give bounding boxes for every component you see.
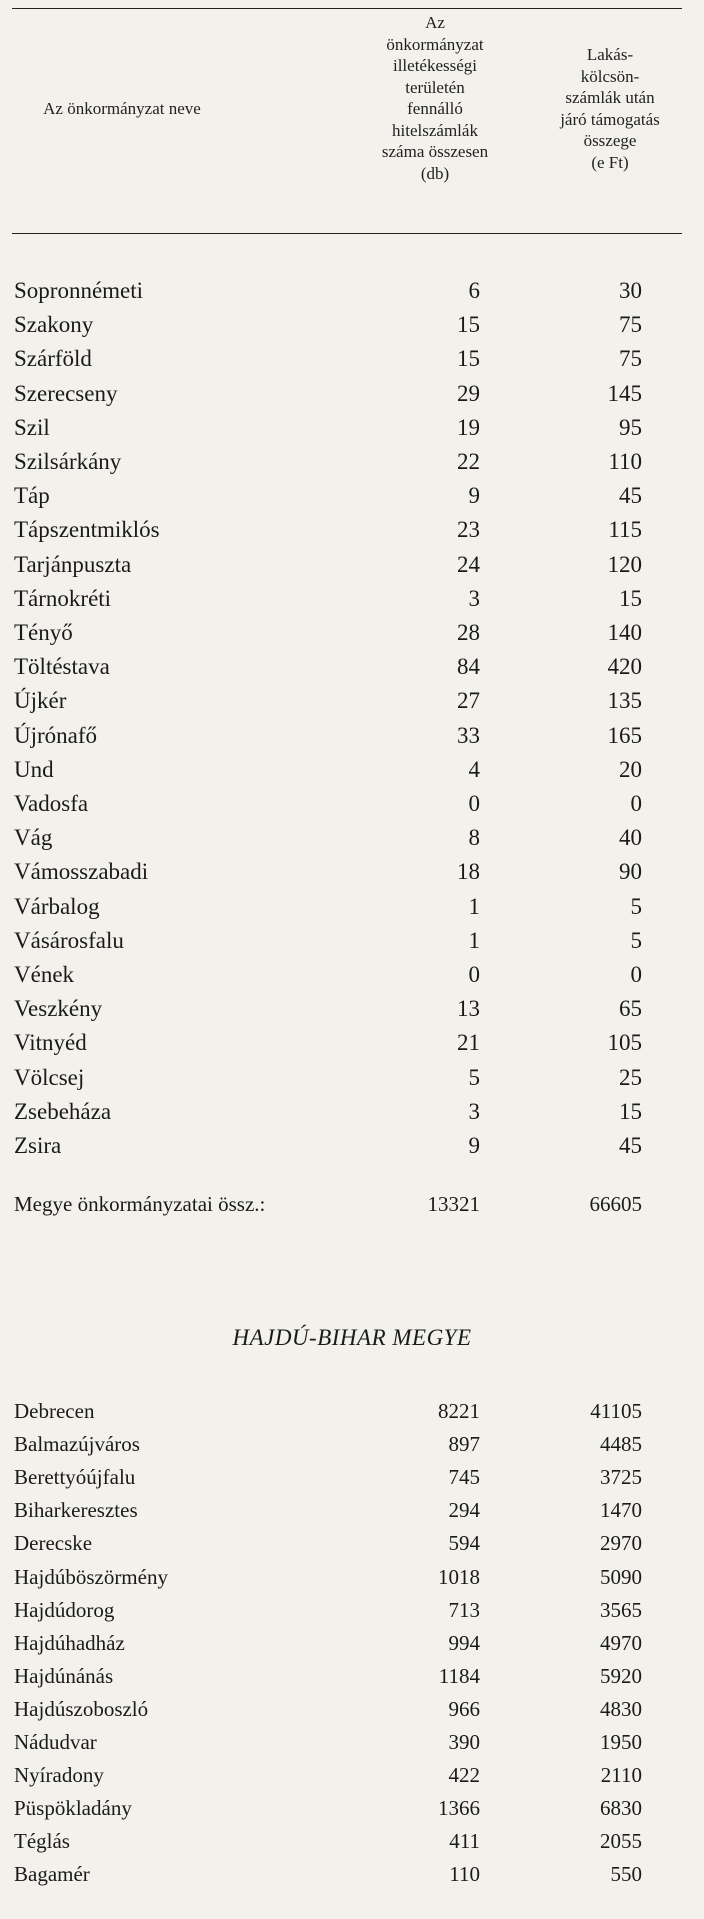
municipality-name: Újrónafő [14,722,98,748]
support-amount: 65 [619,996,642,1022]
header-amount-column [535,44,685,173]
account-count: 4 [468,756,480,782]
table-row [0,1826,704,1856]
account-count: 411 [449,1829,480,1854]
support-amount: 4970 [600,1630,642,1655]
support-amount: 120 [607,551,642,577]
municipality-name: Hajdúdorog [14,1597,115,1622]
municipality-name: Tárnokréti [14,585,112,611]
table-row [0,379,704,409]
support-amount: 75 [619,346,642,372]
municipality-name: Vadosfa [14,791,89,816]
municipality-name: Téglás [14,1829,70,1854]
table-row [0,1661,704,1691]
support-amount: 2055 [600,1829,642,1854]
account-count: 15 [457,312,480,338]
municipality-name: Szárföld [14,346,92,372]
account-count: 8221 [438,1399,480,1423]
municipality-name: Szil [14,414,50,440]
support-amount: 115 [608,517,642,543]
total-count: 13321 [427,1192,480,1216]
header-count-line: illetékességi [392,56,478,75]
header-amount-line: számlák után [565,88,655,107]
municipality-name: Újkér [14,688,67,714]
table-row [0,618,704,648]
account-count: 13 [457,996,480,1022]
support-amount: 140 [607,620,642,645]
account-count: 390 [448,1730,480,1754]
county-title: HAJDÚ-BIHAR MEGYE [232,1325,472,1350]
table-row [0,686,704,716]
municipality-name: Vámosszabadi [14,859,149,885]
municipality-name: Tápszentmiklós [14,517,160,543]
support-amount: 105 [607,1030,642,1056]
support-amount: 3565 [600,1597,642,1622]
support-amount: 0 [630,962,642,987]
table-row [0,652,704,682]
account-count: 0 [468,962,480,987]
account-count: 745 [448,1465,480,1490]
header-name-column [12,98,232,120]
municipality-name: Veszkény [14,996,103,1022]
municipality-name: Püspökladány [14,1796,132,1821]
table-row [0,1097,704,1127]
table-row [0,1694,704,1724]
total-amount: 66605 [589,1192,642,1216]
account-count: 22 [457,449,480,474]
header-count-line: fennálló [407,99,463,118]
table-row [0,994,704,1024]
support-amount: 5920 [600,1663,642,1688]
table-row [0,1131,704,1161]
municipality-name: Várbalog [14,893,100,919]
municipality-name: Hajdúnánás [14,1663,114,1688]
municipality-name: Szakony [14,312,94,338]
header-count-line: száma összesen [381,142,489,161]
account-count: 19 [457,414,480,440]
support-amount: 550 [610,1862,642,1887]
header-count-line: önkormányzat [386,34,484,54]
account-count: 6 [468,278,480,303]
account-count: 3 [468,1098,480,1124]
support-amount: 45 [619,483,642,509]
table-row [0,550,704,580]
table-row [0,1396,704,1426]
county-total-row [0,1192,704,1222]
municipality-name: Szerecseny [14,380,118,406]
support-amount: 90 [619,859,642,885]
account-count: 18 [457,859,480,885]
support-amount: 0 [630,791,642,816]
support-amount: 2970 [600,1531,642,1556]
total-label: Megye önkormányzatai össz.: [14,1192,266,1216]
municipality-name: Táp [14,483,50,509]
support-amount: 25 [619,1064,642,1090]
table-row [0,823,704,853]
municipality-name: Biharkeresztes [14,1498,138,1523]
table-row [0,926,704,956]
table-row [0,755,704,785]
account-count: 33 [457,722,480,748]
municipality-name: Bagamér [14,1862,90,1887]
table-row [0,310,704,340]
table-row [0,1628,704,1658]
table-row [0,892,704,922]
support-amount: 95 [619,414,642,440]
account-count: 0 [468,791,480,816]
account-count: 9 [468,1133,480,1158]
header-amount-line: összege [583,131,637,150]
account-count: 15 [457,346,480,372]
support-amount: 5 [630,893,642,919]
account-count: 294 [448,1498,480,1523]
support-amount: 1950 [600,1730,642,1754]
header-count-line: Az [425,13,445,32]
municipality-name: Hajdúböszörmény [14,1564,168,1589]
support-amount: 420 [607,654,642,680]
account-count: 8 [468,825,480,851]
municipality-name: Hajdúhadház [14,1630,125,1655]
table-row [0,584,704,614]
table-row [0,413,704,443]
account-count: 3 [468,585,480,611]
support-amount: 15 [619,1098,642,1124]
support-amount: 15 [619,585,642,611]
table-row [0,1528,704,1558]
municipality-name: Vének [14,962,75,987]
table-row [0,1462,704,1492]
account-count: 1366 [438,1796,480,1821]
municipality-name: Zsebeháza [14,1098,112,1124]
account-count: 110 [449,1862,480,1887]
table-row [0,1562,704,1592]
municipality-name: Hajdúszoboszló [14,1696,149,1721]
support-amount: 75 [619,312,642,338]
table-row [0,1495,704,1525]
support-amount: 41105 [590,1399,642,1423]
support-amount: 6830 [600,1796,642,1821]
support-amount: 2110 [600,1763,642,1788]
account-count: 5 [468,1064,480,1090]
account-count: 897 [448,1432,480,1457]
account-count: 1 [468,893,480,919]
support-amount: 45 [619,1133,642,1158]
account-count: 24 [457,551,480,577]
municipality-name: Tarjánpuszta [14,551,132,577]
municipality-name: Und [14,756,54,782]
header-amount-line: (e Ft) [591,152,629,172]
support-amount: 5090 [600,1564,642,1589]
table-row [0,344,704,374]
account-count: 422 [448,1763,480,1788]
municipality-name: Berettyóújfalu [14,1465,136,1490]
municipality-name: Zsira [14,1133,62,1158]
table-row [0,721,704,751]
municipality-name: Töltéstava [14,654,110,680]
support-amount: 110 [608,449,642,474]
table-row [0,1063,704,1093]
header-count-line: területén [405,77,465,97]
table-row [0,960,704,990]
account-count: 29 [457,380,480,406]
table-row [0,789,704,819]
support-amount: 145 [607,380,642,406]
account-count: 9 [468,483,480,509]
top-rule [12,8,682,9]
account-count: 21 [457,1030,480,1056]
municipality-name: Völcsej [14,1064,85,1090]
support-amount: 5 [630,927,642,953]
account-count: 1184 [438,1663,480,1688]
support-amount: 1470 [600,1498,642,1523]
support-amount: 3725 [600,1465,642,1490]
header-name-label: Az önkormányzat neve [43,99,201,118]
municipality-name: Szilsárkány [14,449,122,474]
account-count: 594 [448,1531,480,1556]
account-count: 27 [457,688,480,714]
support-amount: 135 [607,688,642,714]
municipality-name: Tényő [14,620,73,645]
municipality-name: Derecske [14,1531,93,1556]
table-row [0,447,704,477]
table-row [0,1429,704,1459]
header-amount-line: kölcsön- [580,66,640,86]
table-row [0,857,704,887]
table-row [0,1727,704,1757]
municipality-name: Nyíradony [14,1763,104,1788]
municipality-name: Nádudvar [14,1730,97,1754]
account-count: 23 [457,517,480,543]
table-row [0,276,704,306]
municipality-name: Vásárosfalu [14,927,124,953]
support-amount: 4830 [600,1696,642,1721]
header-amount-line: járó támogatás [560,109,660,129]
municipality-name: Vitnyéd [14,1030,87,1056]
header-count-line: hitelszámlák [392,120,478,140]
account-count: 713 [448,1597,480,1622]
table-row [0,1028,704,1058]
table-row [0,1793,704,1823]
support-amount: 4485 [600,1432,642,1457]
account-count: 994 [448,1630,480,1655]
table-row [0,1595,704,1625]
municipality-name: Sopronnémeti [14,278,144,303]
table-row [0,1859,704,1889]
header-rule [12,233,682,234]
municipality-name: Vág [14,825,53,851]
header-amount-line: Lakás- [586,45,634,64]
support-amount: 20 [619,756,642,782]
support-amount: 165 [607,722,642,748]
table-row [0,515,704,545]
support-amount: 30 [619,278,642,303]
header-count-line: (db) [420,163,450,183]
table-row [0,481,704,511]
municipality-name: Balmazújváros [14,1432,140,1457]
account-count: 966 [448,1696,480,1721]
account-count: 28 [457,620,480,645]
account-count: 1 [468,927,480,953]
account-count: 84 [457,654,480,680]
header-count-column [340,12,530,184]
municipality-name: Debrecen [14,1399,95,1423]
account-count: 1018 [438,1564,480,1589]
support-amount: 40 [619,825,642,851]
table-row [0,1760,704,1790]
